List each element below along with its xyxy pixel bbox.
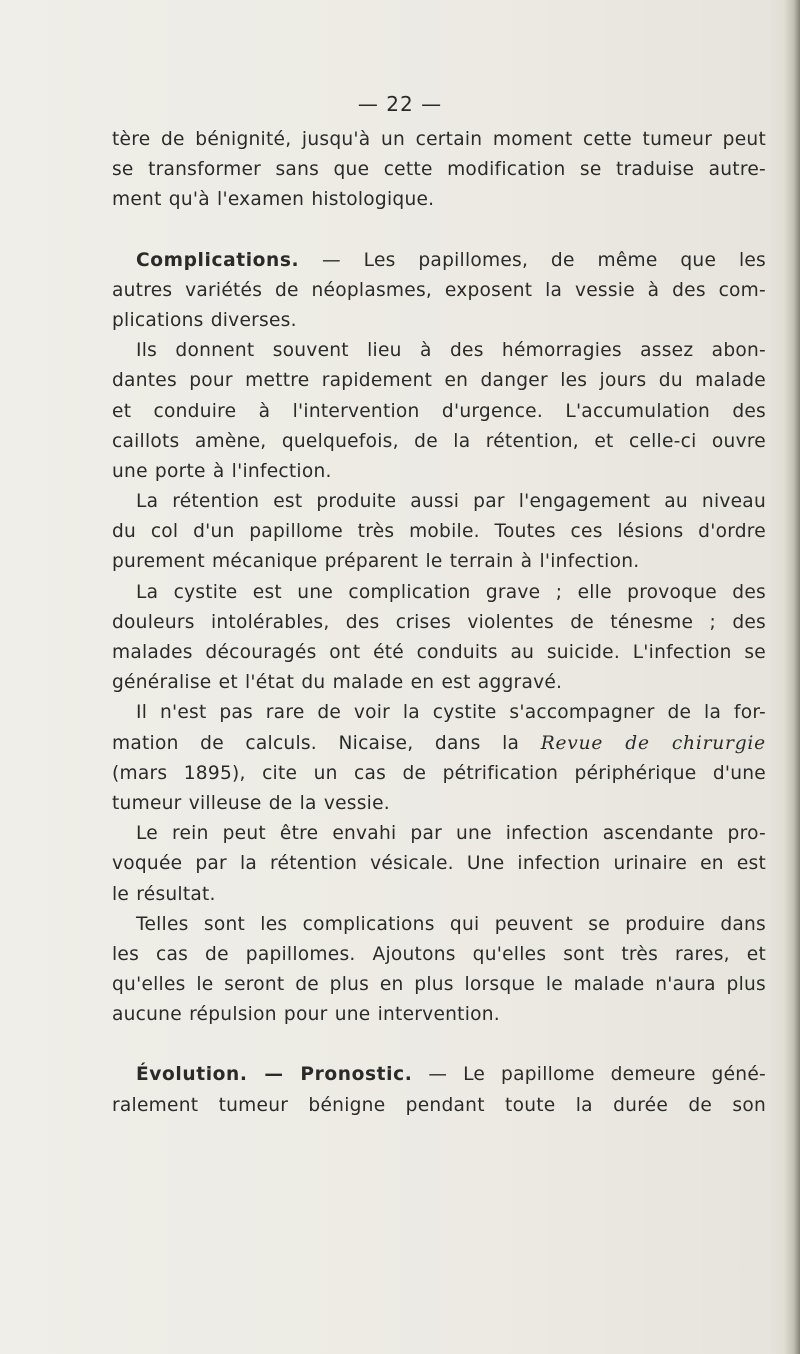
text-line: purement mécanique préparent le terrain à l'infection. xyxy=(112,551,640,573)
text-line: le résultat. xyxy=(112,883,216,905)
text-line: du col d'un papillome très mobile. Toutes ces lésions d'ordre xyxy=(112,521,766,543)
section-heading-line xyxy=(112,1060,766,1090)
text-line: généralise et l'état du malade en est aggravé. xyxy=(112,672,563,694)
body-text xyxy=(112,125,766,1121)
text-line-with-citation xyxy=(112,729,766,759)
text-line: autres variétés de néoplasmes, exposent la vessie à des com- xyxy=(112,279,766,301)
text-line: ment qu'à l'examen histologique. xyxy=(112,189,435,211)
text-line: douleurs intolérables, des crises violentes de ténesme ; des xyxy=(112,611,766,633)
text-line: plications diverses. xyxy=(112,309,297,331)
text-fragment: mation de calculs. Nicaise, dans la xyxy=(112,732,541,754)
text-line: une porte à l'infection. xyxy=(112,460,332,482)
page-number: — 22 — xyxy=(357,92,443,116)
text-line: dantes pour mettre rapidement en danger les jours du malade xyxy=(112,370,766,392)
text-line: Telles sont les complications qui peuvent se produire dans xyxy=(136,913,766,935)
text-line: Ils donnent souvent lieu à des hémorragies assez abon- xyxy=(136,340,766,362)
text-line: malades découragés ont été conduits au suicide. L'infection se xyxy=(112,642,766,663)
text-line: (mars 1895), cite un cas de pétrification périphérique d'une xyxy=(112,762,766,784)
text-line: qu'elles le seront de plus en plus lorsque le malade n'aura plus xyxy=(112,974,766,996)
text-fragment: — Les papillomes, de même que les xyxy=(299,249,766,271)
text-line: les cas de papillomes. Ajoutons qu'elles sont très rares, et xyxy=(112,943,766,965)
text-fragment: — Le papillome demeure géné- xyxy=(412,1064,766,1086)
text-line: tère de bénignité, jusqu'à un certain moment cette tumeur peut xyxy=(112,129,766,150)
text-line: Le rein peut être envahi par une infection ascendante pro- xyxy=(136,823,766,845)
section-heading-complications: Complications. xyxy=(136,249,300,271)
text-line: Il n'est pas rare de voir la cystite s'accompagner de la for- xyxy=(136,702,766,724)
text-line: voquée par la rétention vésicale. Une infection urinaire en est xyxy=(112,853,766,875)
journal-title: Revue de chirurgie xyxy=(540,732,766,754)
section-heading-line xyxy=(112,246,766,276)
paragraph-gap xyxy=(112,1030,766,1060)
text-line: aucune répulsion pour une intervention. xyxy=(112,1004,500,1026)
text-line: La rétention est produite aussi par l'engagement au niveau xyxy=(136,491,766,513)
paragraph-gap xyxy=(112,216,766,246)
text-line: tumeur villeuse de la vessie. xyxy=(112,792,390,814)
section-heading-evolution: Évolution. — Pronostic. xyxy=(136,1064,413,1086)
text-line: et conduire à l'intervention d'urgence. L'accumulation des xyxy=(112,400,766,422)
text-line: caillots amène, quelquefois, de la rétention, et celle-ci ouvre xyxy=(112,430,766,452)
text-line: La cystite est une complication grave ; elle provoque des xyxy=(136,581,766,603)
page-edge-shadow xyxy=(784,0,800,1354)
text-line: se transformer sans que cette modification se traduise autre- xyxy=(112,159,766,181)
text-line: ralement tumeur bénigne pendant toute la durée de son xyxy=(112,1094,766,1116)
